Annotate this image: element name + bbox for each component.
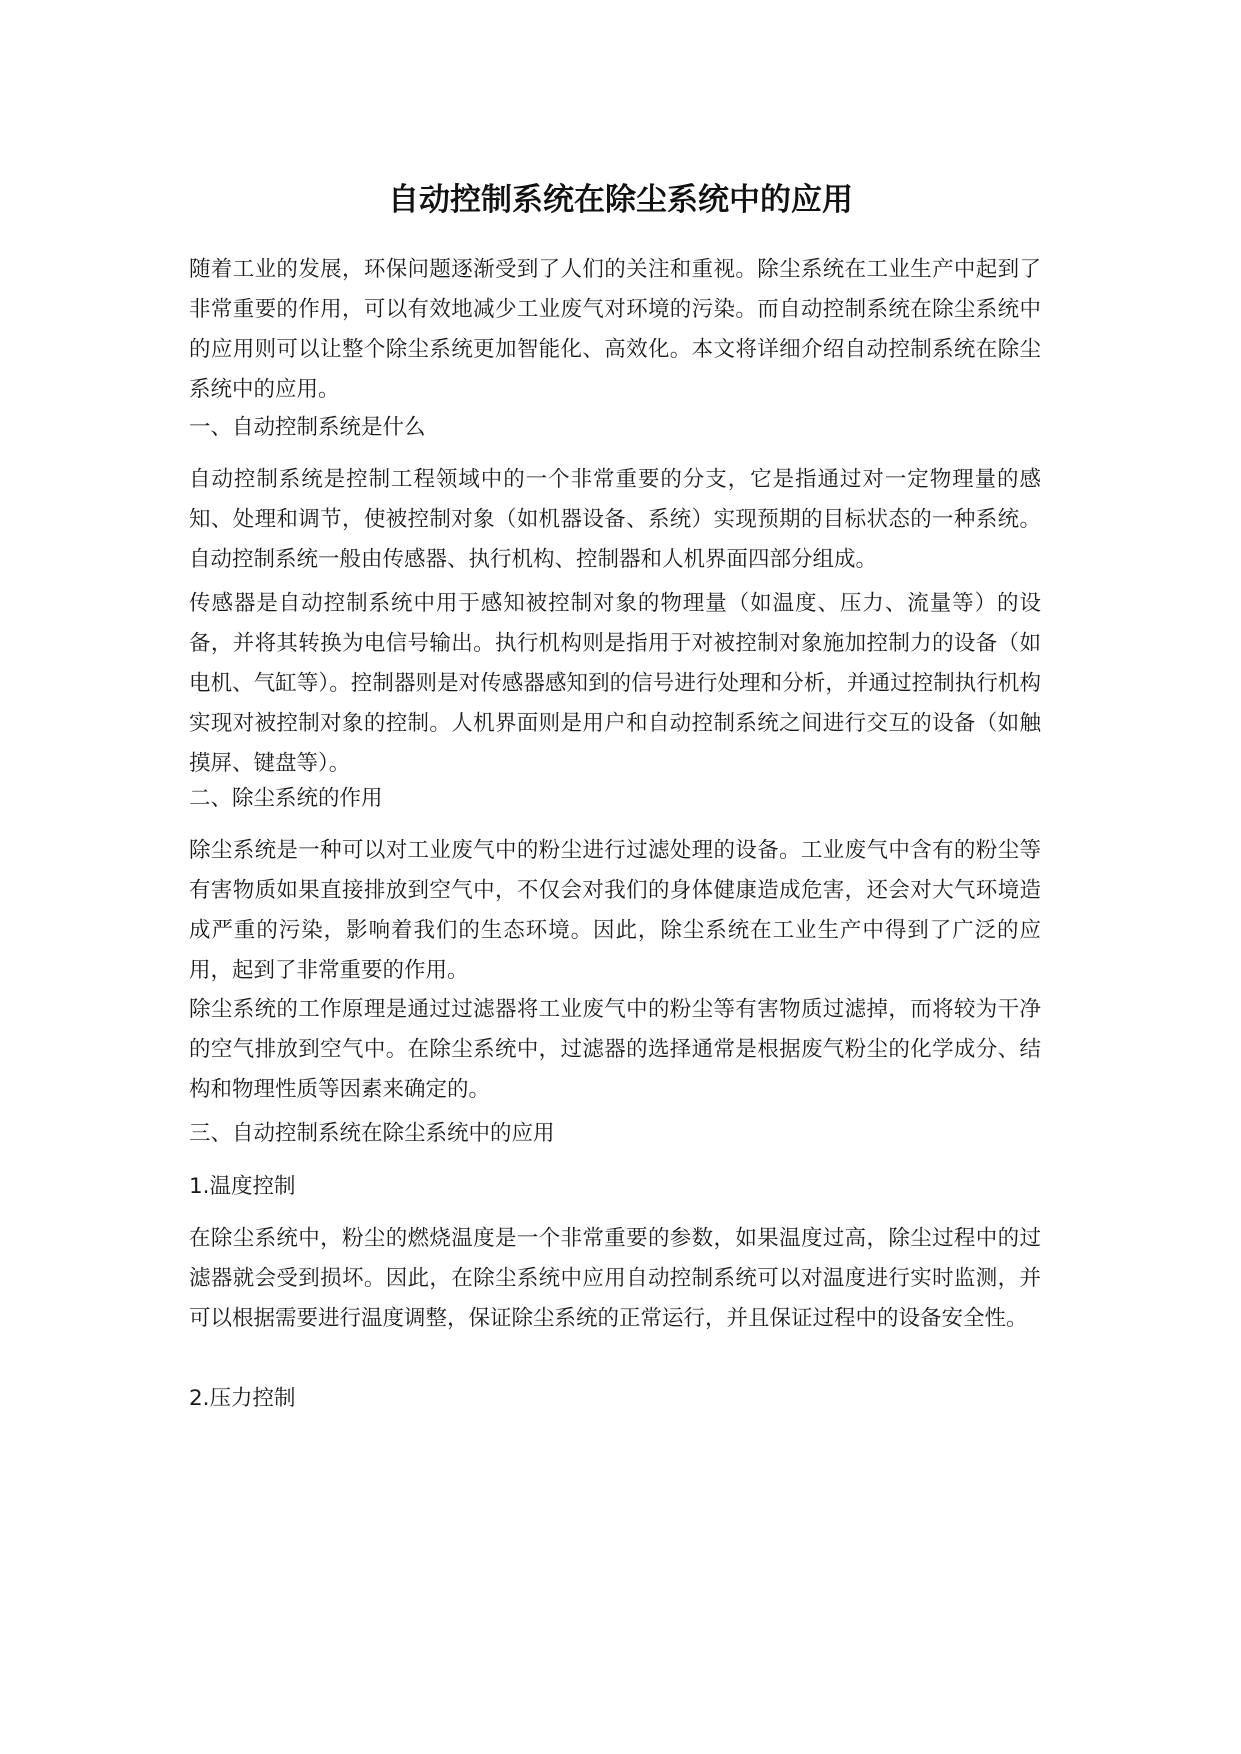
- intro-paragraph: 随着工业的发展，环保问题逐渐受到了人们的关注和重视。除尘系统在工业生产中起到了非常重要的作用，可以有效地减少工业废气对环境的污染。而自动控制系统在除尘系统中的应用则可以让整个除尘系统更加智能化、高效化。本文将详细介绍自动控制系统在除尘系统中的应用。: [189, 257, 1041, 402]
- section-1-paragraph-1: 自动控制系统是控制工程领域中的一个非常重要的分支，它是指通过对一定物理量的感知、处理和调节，使被控制对象（如机器设备、系统）实现预期的目标状态的一种系统。自动控制系统一般由传感器、执行机构、控制器和人机界面四部分组成。: [189, 467, 1041, 572]
- subsection-1-heading: 1.温度控制: [189, 1174, 296, 1199]
- section-1-heading: 一、自动控制系统是什么: [189, 415, 426, 440]
- subsection-2-heading: 2.压力控制: [189, 1386, 296, 1411]
- subsection-1-paragraph: 在除尘系统中，粉尘的燃烧温度是一个非常重要的参数，如果温度过高，除尘过程中的过滤器就会受到损坏。因此，在除尘系统中应用自动控制系统可以对温度进行实时监测，并可以根据需要进行温度调整，保证除尘系统的正常运行，并且保证过程中的设备安全性。: [189, 1226, 1041, 1331]
- section-2-paragraph-1: 除尘系统是一种可以对工业废气中的粉尘进行过滤处理的设备。工业废气中含有的粉尘等有害物质如果直接排放到空气中，不仅会对我们的身体健康造成危害，还会对大气环境造成严重的污染，影响着我们的生态环境。因此，除尘系统在工业生产中得到了广泛的应用，起到了非常重要的作用。: [189, 838, 1041, 983]
- section-3-heading: 三、自动控制系统在除尘系统中的应用: [189, 1121, 555, 1146]
- section-1-paragraph-2: 传感器是自动控制系统中用于感知被控制对象的物理量（如温度、压力、流量等）的设备，并将其转换为电信号输出。执行机构则是指用于对被控制对象施加控制力的设备（如电机、气缸等）。控制器则是对传感器感知到的信号进行处理和分析，并通过控制执行机构实现对被控制对象的控制。人机界面则是用户和自动控制系统之间进行交互的设备（如触摸屏、键盘等）。: [189, 591, 1041, 776]
- section-2-heading: 二、除尘系统的作用: [189, 786, 383, 811]
- section-2-paragraph-2: 除尘系统的工作原理是通过过滤器将工业废气中的粉尘等有害物质过滤掉，而将较为干净的空气排放到空气中。在除尘系统中，过滤器的选择通常是根据废气粉尘的化学成分、结构和物理性质等因素来确定的。: [189, 997, 1041, 1102]
- document-title: 自动控制系统在除尘系统中的应用: [388, 182, 853, 218]
